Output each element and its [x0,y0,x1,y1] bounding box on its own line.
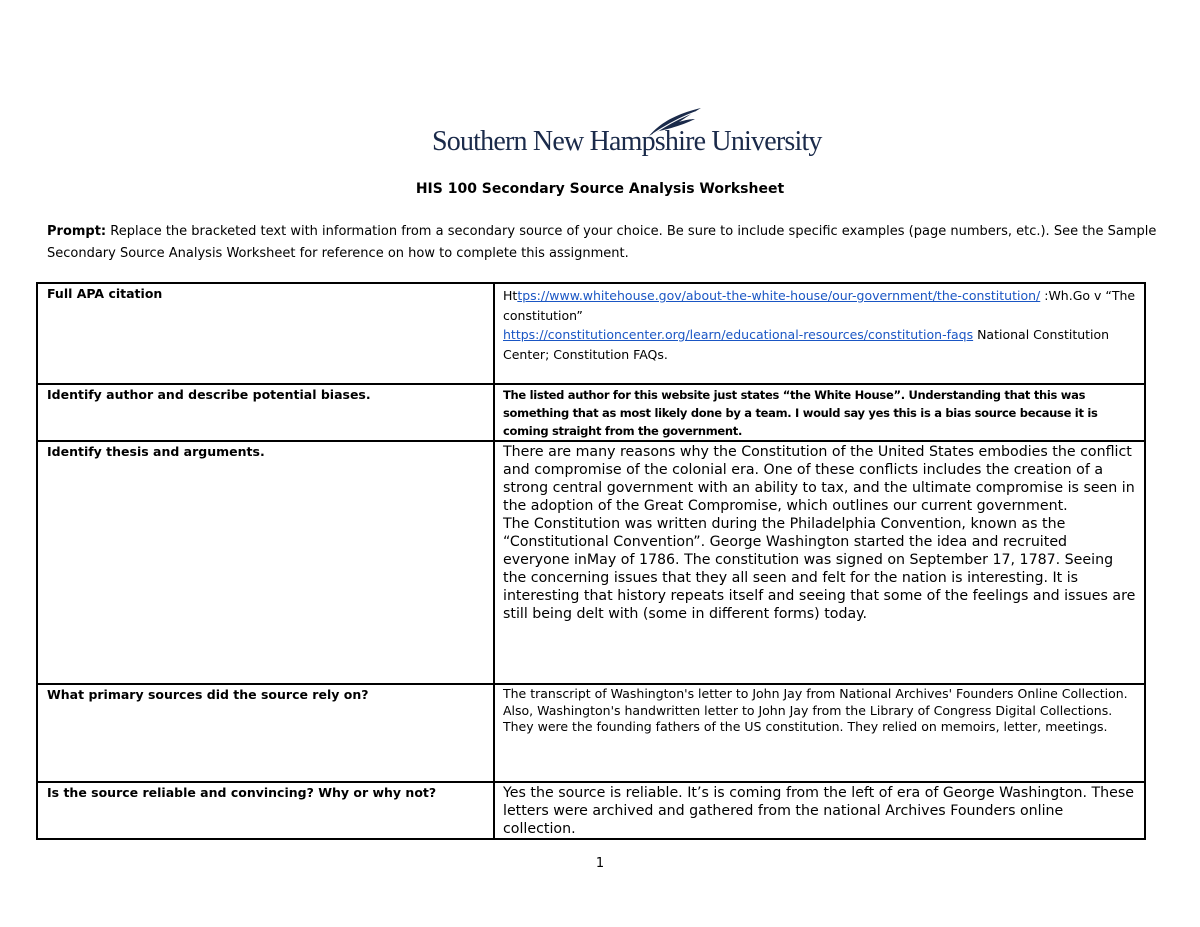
page-number: 1 [595,856,605,871]
whitehouse-link[interactable]: tps://www.whitehouse.gov/about-the-white-house/our-government/the-constitution/ [517,288,1041,303]
table-row [37,283,1145,384]
question-primary-sources: What primary sources did the source rely on? [37,684,494,782]
primary-sources-line-2: Also, Washington's handwritten letter to John Jay from the Library of Congress Digital Collections. [503,702,1113,718]
question-citation: Full APA citation [37,283,494,384]
question-thesis: Identify thesis and arguments. [37,441,494,684]
thesis-paragraph-1: There are many reasons why the Constitution of the United States embodies the conflict and compromise of the colonial era. One of these conflicts includes the creation of a strong central government with an ability to tax, and the ultimate compromise is seen in the adoption of the Great Compromise, which outlines our current government. [503,444,1135,514]
answer-primary-sources [494,684,1145,782]
worksheet-table [36,282,1146,840]
prompt-paragraph [47,221,1157,265]
answer-citation [494,283,1145,384]
worksheet-title: HIS 100 Secondary Source Analysis Worksheet [415,181,785,197]
thesis-paragraph-2: The Constitution was written during the Philadelphia Convention, known as the “Constitutional Convention”. George Washington started the idea and recruited everyone inMay of 1786. The constitution was signed on September 17, 1787. Seeing the concerning issues that they all seen and felt for the nation is interesting. It is interesting that history repeats itself and seeing that some of the feelings and issues are still being delt with (some in different forms) today. [503,516,1136,622]
table-row [37,782,1145,839]
answer-author [494,384,1145,441]
question-author: Identify author and describe potential biases. [37,384,494,441]
prompt-label: Prompt: [47,224,107,239]
university-name: Southern New Hampshire University [432,126,822,157]
reliability-answer-text: Yes the source is reliable. It’s is coming from the left of era of George Washington. These letters were archived and gathered from the national Archives Founders online collection. [503,785,1135,837]
university-logo [432,106,822,164]
question-reliability: Is the source reliable and convincing? Why or why not? [37,782,494,839]
table-row [37,684,1145,782]
primary-sources-line-3: They were the founding fathers of the US constitution. They relied on memoirs, letter, meetings. [503,719,1108,734]
author-answer-text: The listed author for this website just states “the White House”. Understanding that this was something that as most likely done by a team. I would say yes this is a bias source because it is coming straight from the government. [503,388,1098,438]
primary-sources-line-1: The transcript of Washington's letter to John Jay from National Archives' Founders Online Collection. [503,686,1128,701]
citation-text-2: National Constitution Center; Constitution FAQs. [503,327,1110,362]
constitutioncenter-link[interactable]: https://constitutioncenter.org/learn/educational-resources/constitution-faqs [503,327,974,342]
citation-text-1: :Wh.Go v “The constitution” [503,288,1136,323]
answer-reliability [494,782,1145,839]
answer-thesis [494,441,1145,684]
table-row [37,384,1145,441]
table-row [37,441,1145,684]
prompt-text: Replace the bracketed text with information from a secondary source of your choice. Be sure to include specific examples (page numbers, etc.). See the Sample Secondary Source Analysis Worksheet for reference on how to complete this assignment. [47,224,1157,261]
citation-prefix: Ht [503,288,518,303]
